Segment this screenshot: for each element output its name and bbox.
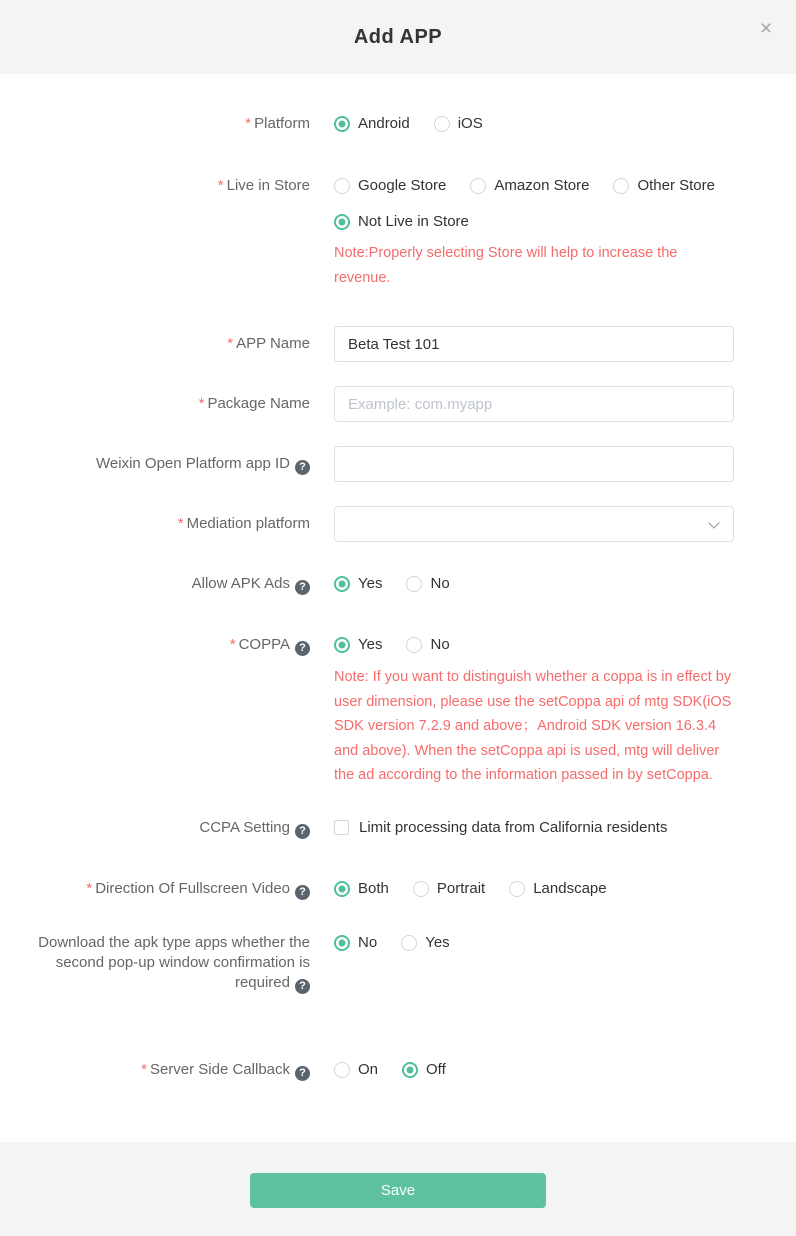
radio-ios[interactable]: iOS <box>434 114 483 134</box>
dialog-header <box>0 0 796 74</box>
close-icon[interactable]: × <box>759 17 773 40</box>
mediation-platform-label: * Mediation platform <box>177 515 310 532</box>
radio-icon <box>401 935 417 951</box>
radio-icon <box>509 881 525 897</box>
radio-icon <box>334 576 350 592</box>
required-mark: * <box>217 177 224 194</box>
help-icon[interactable]: ? <box>295 885 310 900</box>
radio-coppa-yes[interactable]: Yes <box>334 635 382 655</box>
radio-amazon-store[interactable]: Amazon Store <box>470 176 589 196</box>
platform-radio-group <box>334 114 734 134</box>
dialog-footer <box>0 1142 796 1236</box>
help-icon[interactable]: ? <box>295 460 310 475</box>
row-platform <box>0 114 796 134</box>
live-in-store-radio-group-row2 <box>334 212 734 232</box>
row-live-in-store <box>0 176 796 290</box>
radio-other-store[interactable]: Other Store <box>613 176 715 196</box>
checkbox-icon <box>334 820 349 835</box>
row-apk-download-confirm <box>0 933 796 994</box>
allow-apk-ads-radio-group <box>334 574 734 594</box>
save-button[interactable]: Save <box>250 1173 546 1208</box>
coppa-label: * COPPA ? <box>0 635 310 656</box>
app-name-label: * APP Name <box>227 335 310 352</box>
help-icon[interactable]: ? <box>295 824 310 839</box>
radio-icon <box>334 881 350 897</box>
radio-icon <box>434 116 450 132</box>
row-app-name <box>0 326 796 362</box>
radio-landscape[interactable]: Landscape <box>509 879 606 899</box>
required-mark: * <box>86 879 93 897</box>
app-name-input[interactable] <box>334 326 734 362</box>
help-icon[interactable]: ? <box>295 1066 310 1081</box>
chevron-down-icon <box>708 517 719 528</box>
radio-icon <box>334 178 350 194</box>
row-ccpa-setting <box>0 818 796 839</box>
required-mark: * <box>229 636 236 653</box>
radio-icon <box>406 637 422 653</box>
radio-portrait[interactable]: Portrait <box>413 879 485 899</box>
row-allow-apk-ads <box>0 574 796 595</box>
radio-download-no[interactable]: No <box>334 933 377 953</box>
radio-callback-off[interactable]: Off <box>402 1060 446 1080</box>
package-name-input[interactable] <box>334 386 734 422</box>
required-mark: * <box>245 115 252 132</box>
coppa-radio-group <box>334 635 734 655</box>
required-mark: * <box>141 1060 147 1078</box>
row-server-side-callback <box>0 1060 796 1081</box>
radio-download-yes[interactable]: Yes <box>401 933 449 953</box>
live-in-store-label: * Live in Store <box>217 177 310 194</box>
dialog-body <box>0 74 796 1142</box>
direction-radio-group <box>334 879 734 899</box>
weixin-app-id-input[interactable] <box>334 446 734 482</box>
radio-android[interactable]: Android <box>334 114 410 134</box>
dialog-title: Add APP <box>353 25 443 48</box>
required-mark: * <box>177 515 184 532</box>
radio-icon <box>334 935 350 951</box>
direction-label: * Direction Of Fullscreen Video ? <box>0 879 310 900</box>
help-icon[interactable]: ? <box>295 580 310 595</box>
allow-apk-ads-label: Allow APK Ads ? <box>0 574 310 595</box>
radio-apk-ads-yes[interactable]: Yes <box>334 574 382 594</box>
mediation-platform-select[interactable] <box>334 506 734 542</box>
radio-icon <box>334 1062 350 1078</box>
radio-both[interactable]: Both <box>334 879 389 899</box>
radio-icon <box>470 178 486 194</box>
row-mediation-platform <box>0 506 796 542</box>
radio-not-live-in-store[interactable]: Not Live in Store <box>334 212 469 232</box>
radio-coppa-no[interactable]: No <box>406 635 449 655</box>
package-name-label: * Package Name <box>198 395 310 412</box>
row-direction-fullscreen-video <box>0 879 796 900</box>
help-icon[interactable]: ? <box>295 641 310 656</box>
live-in-store-radio-group-row1 <box>334 176 734 196</box>
radio-icon <box>334 116 350 132</box>
apk-download-confirm-radio-group <box>334 933 734 953</box>
radio-icon <box>413 881 429 897</box>
ccpa-checkbox-option[interactable]: Limit processing data from California residents <box>334 818 734 838</box>
required-mark: * <box>227 335 234 352</box>
help-icon[interactable]: ? <box>295 979 310 994</box>
row-coppa <box>0 635 796 788</box>
radio-icon <box>406 576 422 592</box>
live-in-store-note: Note:Properly selecting Store will help to increase the revenue. <box>334 245 678 286</box>
radio-apk-ads-no[interactable]: No <box>406 574 449 594</box>
radio-callback-on[interactable]: On <box>334 1060 378 1080</box>
server-side-callback-radio-group <box>334 1060 734 1080</box>
apk-download-confirm-label: Download the apk type apps whether the second pop-up window confirmation is required ? <box>38 933 310 992</box>
weixin-app-id-label: Weixin Open Platform app ID ? <box>0 454 310 475</box>
radio-icon <box>334 214 350 230</box>
row-package-name <box>0 386 796 422</box>
ccpa-setting-label: CCPA Setting ? <box>0 818 310 839</box>
radio-icon <box>334 637 350 653</box>
radio-icon <box>613 178 629 194</box>
radio-google-store[interactable]: Google Store <box>334 176 446 196</box>
row-weixin-app-id <box>0 446 796 482</box>
platform-label: * Platform <box>245 115 310 132</box>
required-mark: * <box>198 395 205 412</box>
server-side-callback-label: * Server Side Callback ? <box>0 1060 310 1081</box>
radio-icon <box>402 1062 418 1078</box>
coppa-note: Note: If you want to distinguish whether a coppa is in effect by user dimension, please use the setCoppa api of mtg SDK(iOS SDK version 7.2.9 and above；Android SDK version 16.3.4 and above). When the setCoppa api is used, mtg will deliver the ad according to the information passed in by setCoppa. <box>334 669 732 783</box>
